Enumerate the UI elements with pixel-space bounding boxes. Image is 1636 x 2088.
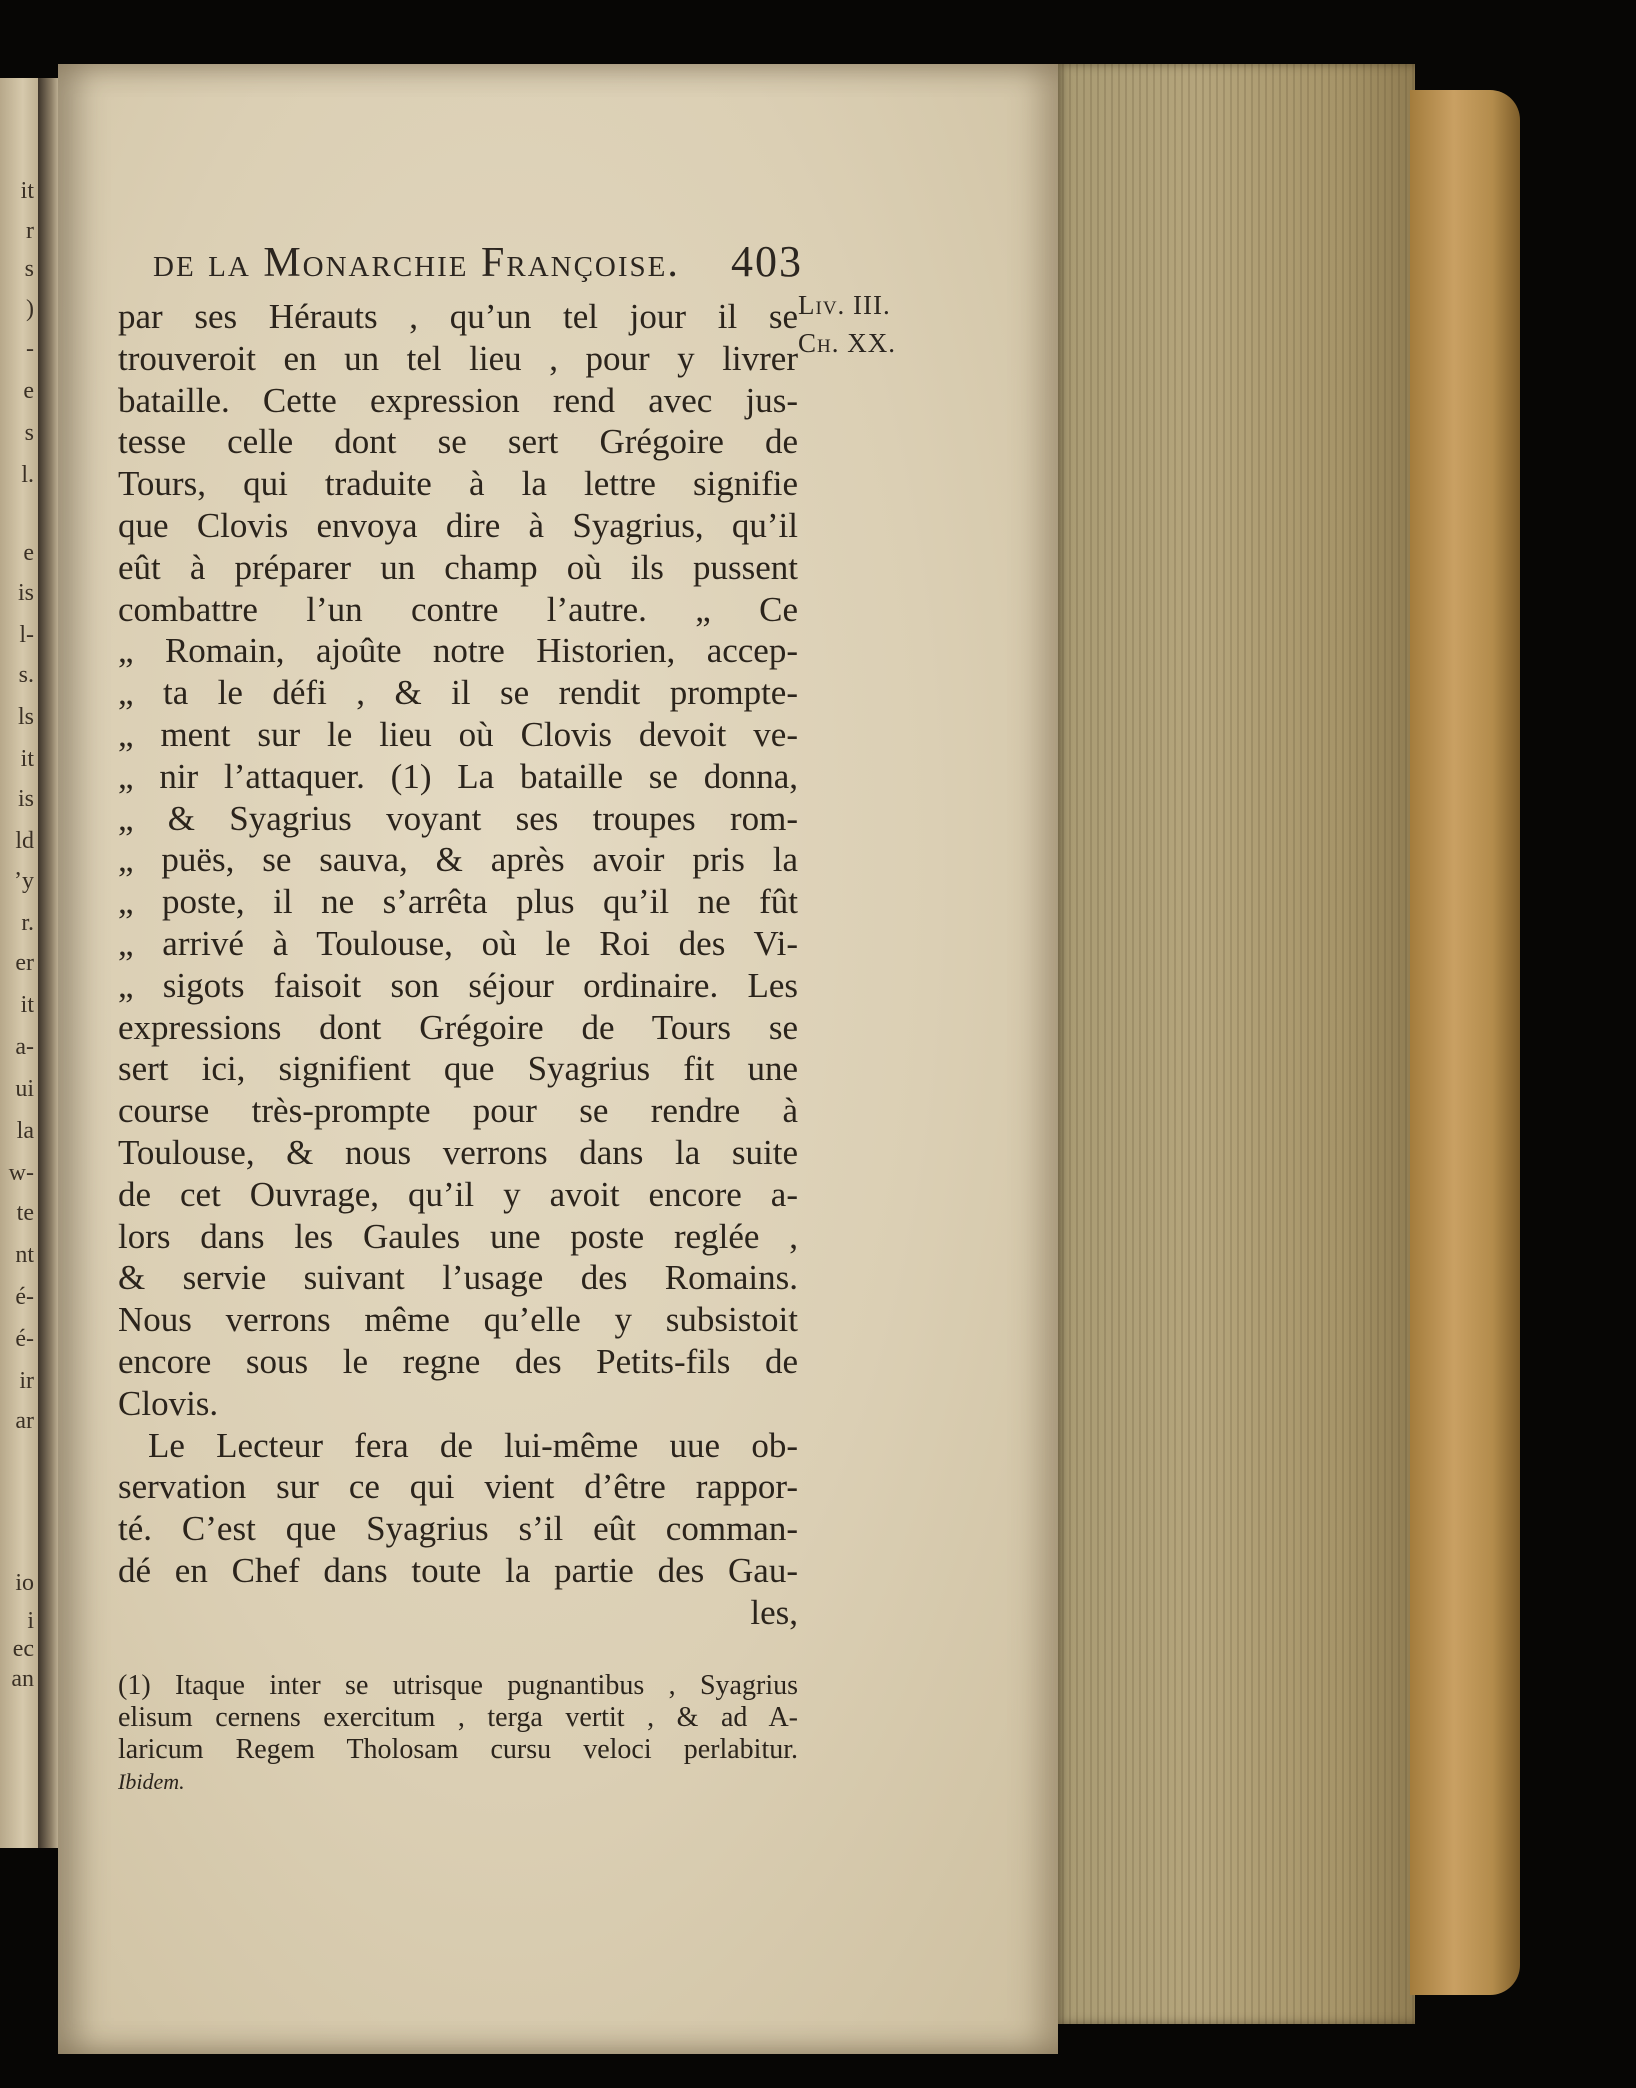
text-line: encore sous le regne des Petits-fils de: [118, 1341, 798, 1381]
previous-page-fragment: i: [27, 1608, 34, 1634]
previous-page-fragment: it: [20, 992, 34, 1018]
previous-page-fragment: s: [24, 256, 34, 282]
previous-page-edge: [0, 78, 41, 1848]
book-page: [58, 64, 1058, 2054]
previous-page-fragment: er: [15, 950, 34, 976]
footnote: [118, 1670, 798, 1798]
text-line: servation sur ce qui vient d’être rappor-: [118, 1467, 798, 1507]
previous-page-fragment: it: [20, 746, 34, 772]
previous-page-fragment: s.: [18, 662, 34, 688]
main-text: [118, 296, 798, 1634]
previous-page-fragment: l.: [21, 462, 34, 488]
footnote-line: elisum cernens exercitum , terga vertit , & ad A-: [118, 1702, 798, 1733]
previous-page-fragment: w-: [8, 1160, 34, 1186]
previous-page-fragment: is: [17, 580, 34, 606]
previous-page-fragment: ir: [19, 1368, 34, 1394]
margin-note: [798, 286, 948, 362]
previous-page-fragment: s: [24, 420, 34, 446]
book-cover-edge: [1410, 90, 1520, 1995]
previous-page-fragment: ): [26, 296, 34, 322]
previous-page-fragment: ec: [12, 1636, 34, 1662]
text-line: trouveroit en un tel lieu , pour y livrer: [118, 338, 798, 378]
previous-page-fragment: e: [23, 540, 34, 566]
text-line: de cet Ouvrage, qu’il y avoit encore a-: [118, 1174, 798, 1214]
text-line: combattre l’un contre l’autre. „ Ce: [118, 589, 798, 629]
text-line: Tours, qui traduite à la lettre signifie: [118, 464, 798, 504]
footnote-line: (1) Itaque inter se utrisque pugnantibus , Syagrius: [118, 1670, 798, 1701]
running-title: de la Monarchie Françoise.: [153, 240, 680, 286]
page-header: [153, 236, 803, 292]
previous-page-fragment: la: [16, 1118, 34, 1144]
text-line: té. C’est que Syagrius s’il eût comman-: [118, 1509, 798, 1549]
previous-page-fragment: it: [20, 178, 34, 204]
text-line: lors dans les Gaules une poste reglée ,: [118, 1216, 798, 1256]
text-line: eût à préparer un champ où ils pussent: [118, 547, 798, 587]
previous-page-fragment: r: [26, 218, 34, 244]
text-line: „ puës, se sauva, & après avoir pris la: [118, 840, 798, 880]
previous-page-fragment: r.: [21, 910, 34, 936]
previous-page-fragment: io: [15, 1570, 34, 1596]
text-line: course très-prompte pour se rendre à: [118, 1091, 798, 1131]
previous-page-fragment: -: [26, 336, 34, 362]
text-line: „ ment sur le lieu où Clovis devoit ve-: [118, 714, 798, 754]
text-line: Le Lecteur fera de lui-même uue ob-: [148, 1425, 798, 1465]
text-line: „ poste, il ne s’arrêta plus qu’il ne fût: [118, 882, 798, 922]
text-line: „ & Syagrius voyant ses troupes rom-: [118, 798, 798, 838]
previous-page-fragment: é-: [15, 1326, 34, 1352]
page-number: 403: [731, 237, 803, 286]
text-line: & servie suivant l’usage des Romains.: [118, 1258, 798, 1298]
text-line: Toulouse, & nous verrons dans la suite: [118, 1132, 798, 1172]
previous-page-fragment: te: [16, 1200, 34, 1226]
text-line: Clovis.: [118, 1383, 219, 1423]
previous-page-fragment: is: [17, 786, 34, 812]
footnote-source: Ibidem.: [118, 1769, 185, 1794]
footnote-line: laricum Regem Tholosam cursu veloci perlabitur.: [118, 1734, 798, 1765]
previous-page-fragment: ’y: [14, 868, 34, 894]
text-line: que Clovis envoya dire à Syagrius, qu’il: [118, 505, 798, 545]
previous-page-fragment: ui: [15, 1076, 34, 1102]
previous-page-fragment: an: [11, 1666, 34, 1692]
text-line: tesse celle dont se sert Grégoire de: [118, 422, 798, 462]
text-line: sert ici, signifient que Syagrius fit une: [118, 1049, 798, 1089]
previous-page-fragment: l-: [19, 622, 34, 648]
text-line: „ ta le défi , & il se rendit prompte-: [118, 673, 798, 713]
previous-page-fragment: e: [23, 378, 34, 404]
text-line: expressions dont Grégoire de Tours se: [118, 1007, 798, 1047]
text-line: dé en Chef dans toute la partie des Gau-: [118, 1550, 798, 1590]
margin-note-chapter: Ch. XX.: [798, 328, 896, 358]
previous-page-fragment: ld: [15, 828, 34, 854]
text-block-fore-edge: [1055, 64, 1415, 2024]
text-line: „ nir l’attaquer. (1) La bataille se donna,: [118, 756, 798, 796]
previous-page-fragment: ls: [17, 704, 34, 730]
text-line: „ arrivé à Toulouse, où le Roi des Vi-: [118, 923, 798, 963]
catchword: les,: [750, 1592, 798, 1632]
previous-page-fragment: ar: [15, 1408, 34, 1434]
text-line: „ sigots faisoit son séjour ordinaire. Les: [118, 965, 798, 1005]
text-line: „ Romain, ajoûte notre Historien, accep-: [118, 631, 798, 671]
text-line: Nous verrons même qu’elle y subsistoit: [118, 1300, 798, 1340]
previous-page-fragment: nt: [15, 1242, 34, 1268]
text-line: par ses Hérauts , qu’un tel jour il se: [118, 297, 798, 336]
text-line: bataille. Cette expression rend avec jus-: [118, 380, 798, 420]
book-gutter: [38, 78, 60, 1848]
previous-page-fragment: a-: [15, 1034, 34, 1060]
previous-page-fragment: é-: [15, 1284, 34, 1310]
margin-note-book: Liv. III.: [798, 290, 891, 320]
